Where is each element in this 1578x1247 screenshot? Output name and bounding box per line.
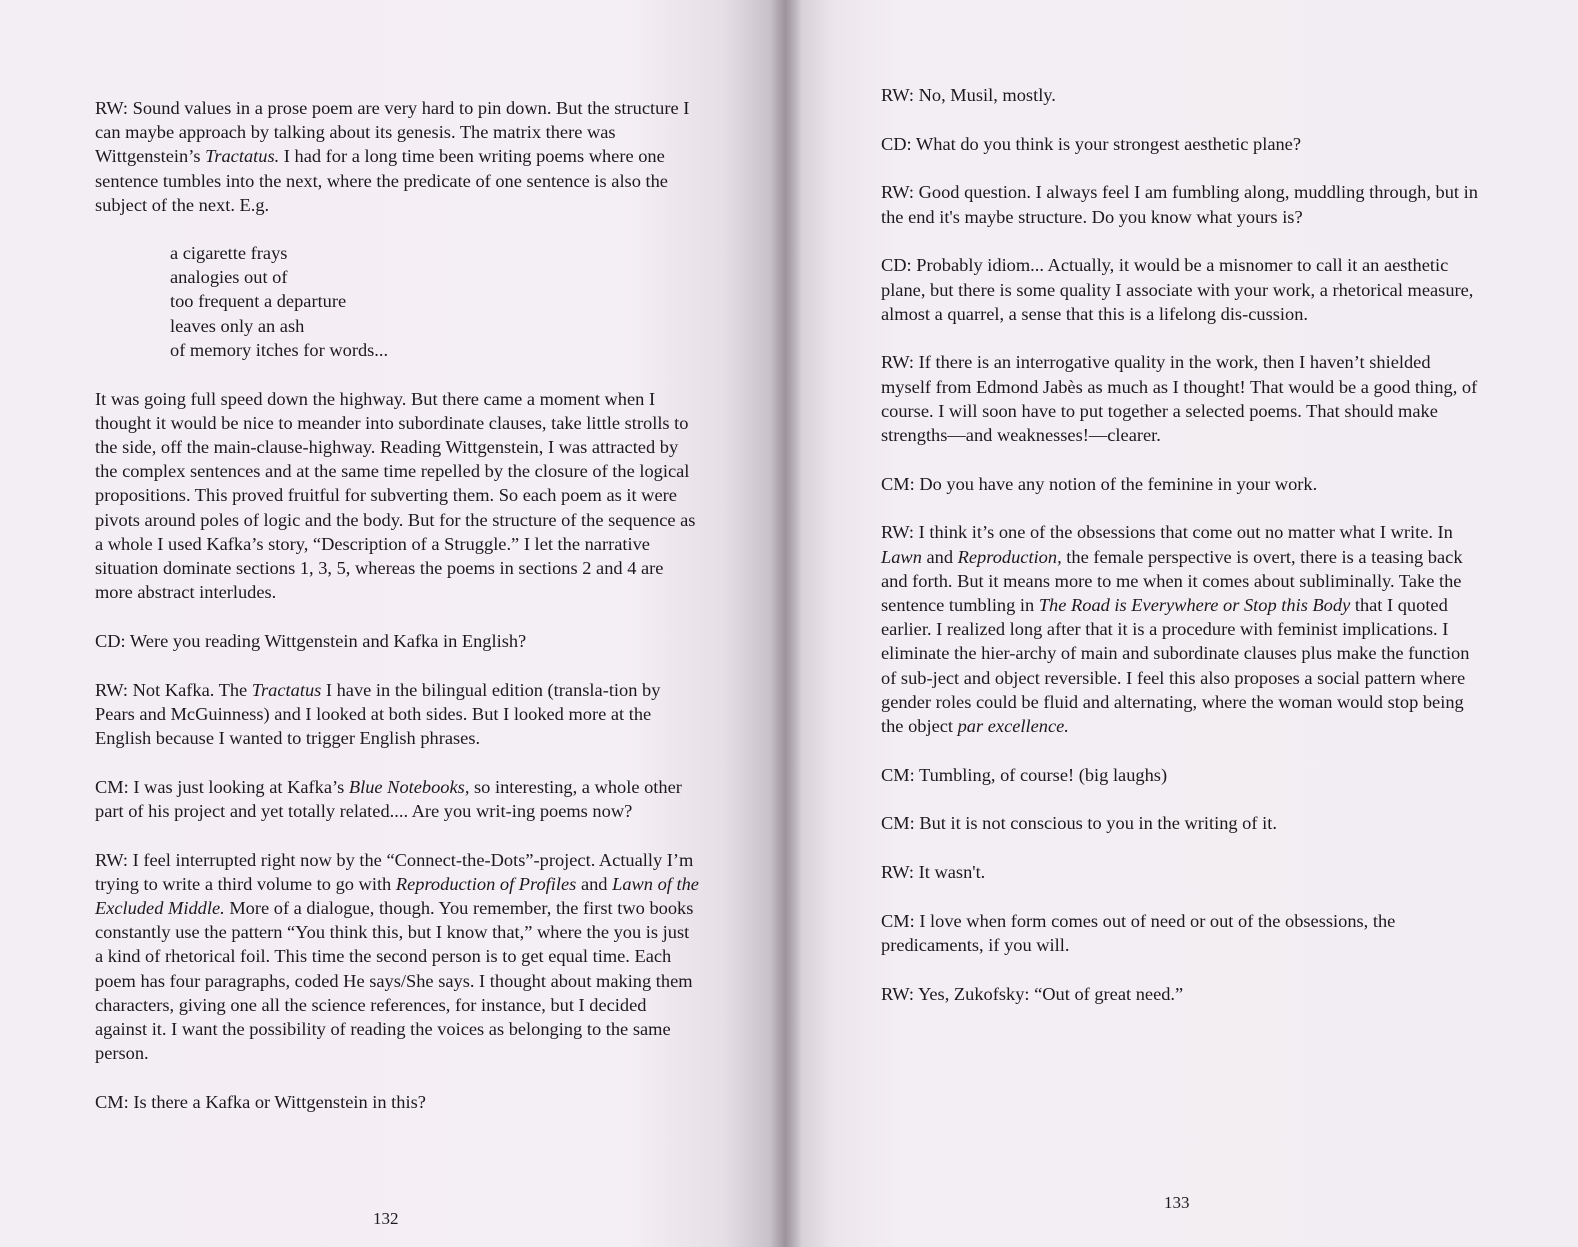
poem-line: too frequent a departure — [170, 291, 347, 312]
book-title: Reproduction of Profiles — [395, 873, 577, 894]
paragraph-cm-not-conscious: CM: But it is not conscious to you in the writing of it. — [881, 813, 1277, 834]
paragraph-rw-not-kafka — [95, 678, 701, 751]
left-page-text — [95, 96, 701, 1114]
paragraph-cd-aesthetic-plane: CD: What do you think is your strongest aesthetic plane? — [881, 133, 1302, 154]
text-run: RW: I think it’s one of the obsessions that come out no matter what I write. In — [881, 522, 1453, 543]
text-run: RW: I feel interrupted right now by the “Connect-the-Dots”-project. Actually I’m trying to write a third volume to go with — [95, 849, 694, 894]
paragraph-rw-it-wasnt: RW: It wasn't. — [881, 862, 986, 883]
paragraph-cm-tumbling: CM: Tumbling, of course! (big laughs) — [881, 764, 1168, 785]
paragraph-rw-musil: RW: No, Musil, mostly. — [881, 85, 1056, 105]
text-run: I had for a long time been writing poems where one sentence tumbles into the next, where the predicate of one sentence is also the subject of the next. E.g. — [95, 146, 668, 215]
paragraph-rw-zukofsky: RW: Yes, Zukofsky: “Out of great need.” — [881, 983, 1184, 1004]
text-run: the female perspective is overt, there is a teasing back and forth. But it means more to me when it comes about subliminally. Take the sentence tumbling in — [881, 546, 1463, 616]
text-run: I have in the bilingual edition (transla-tion by Pears and McGuinness) and I looked at both sides. But I looked more at the English because I wanted to trigger English phrases. — [95, 679, 661, 748]
text-run: CM: I was just looking at Kafka’s — [95, 776, 349, 797]
poem-line: leaves only an ash — [170, 315, 305, 336]
right-page — [786, 0, 1578, 1247]
paragraph-cm-kafka-question: CM: Is there a Kafka or Wittgenstein in this? — [95, 1091, 426, 1112]
right-page-text — [881, 83, 1481, 1006]
paragraph-rw-connect-the-dots — [95, 848, 701, 1066]
book-title: Blue Notebooks, — [348, 776, 470, 797]
book-title: Tractatus. — [205, 146, 280, 167]
text-run: and — [576, 873, 613, 894]
text-run: that I quoted earlier. I realized long after that it is a procedure with feminist implications. I eliminate the hier-archy of main and subordinate clauses plus make the function of sub-ject and object reversible. I feel this also proposes a social pattern where gender roles could be fluid and alternating, where the woman would stop being the object — [881, 595, 1470, 737]
text-run: RW: Not Kafka. The — [95, 679, 252, 700]
paragraph-cm-blue-notebooks — [95, 775, 701, 823]
italic-phrase: par excellence. — [957, 716, 1069, 737]
text-run: RW: Sound values in a prose poem are very hard to pin down. But the structure I can maybe approach by talking about its genesis. The matrix there was Wittgenstein’s — [95, 98, 690, 167]
paragraph-cm-feminine: CM: Do you have any notion of the feminine in your work. — [881, 473, 1318, 494]
book-title: Lawn — [881, 546, 922, 567]
paragraph-cd-idiom: CD: Probably idiom... Actually, it would be a misnomer to call it an aesthetic plane, but there is some quality I associate with your work, a rhetorical measure, almost a quarrel, a sense that this is a lifelong dis-cussion. — [881, 255, 1474, 324]
paragraph-rw-good-question: RW: Good question. I always feel I am fumbling along, muddling through, but in the end it's maybe structure. Do you know what yours is? — [881, 182, 1478, 227]
page-number: 133 — [1164, 1193, 1190, 1212]
paragraph-cd-question: CD: Were you reading Wittgenstein and Kafka in English? — [95, 630, 527, 651]
paragraph-rw-sound-values — [95, 96, 701, 217]
book-title: The Road is Everywhere or Stop this Body — [1038, 595, 1351, 616]
quoted-poem — [170, 241, 701, 362]
poem-line: of memory itches for words... — [170, 339, 389, 360]
text-run: and — [921, 546, 958, 567]
paragraph-cm-form-need: CM: I love when form comes out of need or out of the obsessions, the predicaments, if you will. — [881, 910, 1396, 956]
book-title: Lawn of the Excluded Middle. — [95, 873, 699, 918]
page-number: 132 — [373, 1209, 399, 1228]
paragraph-rw-interrogative: RW: If there is an interrogative quality in the work, then I haven’t shielded myself from Edmond Jabès as much as I thought! That would be a good thing, of course. I will soon have to put together a selected poems. That should make strengths—and weaknesses!—clearer. — [881, 352, 1478, 446]
text-run: so interesting, a whole other part of his project and yet totally related.... Are you writ-ing poems now? — [95, 776, 682, 821]
paragraph-highway: It was going full speed down the highway. But there came a moment when I thought it would be nice to meander into subordinate clauses, take little strolls to the side, off the main-clause-highway. Reading Wittgenstein, I was attracted by the complex sentences and at the same time repelled by the closure of the logical propositions. This proved fruitful for subverting them. So each poem as it were pivots around poles of logic and the body. But for the structure of the sequence as a whole I used Kafka’s story, “Description of a Struggle.” I let the narrative situation dominate sections 1, 3, 5, whereas the poems in sections 2 and 4 are more abstract interludes. — [95, 388, 696, 603]
paragraph-rw-obsessions — [881, 520, 1481, 738]
poem-line: analogies out of — [170, 267, 288, 288]
poem-line: a cigarette frays — [170, 243, 288, 264]
text-run: More of a dialogue, though. You remember, the first two books constantly use the pattern “You think this, but I know that,” where the you is just a kind of rhetorical foil. This time the second person is to get equal time. Each poem has four paragraphs, coded He says/She says. I thought about making them characters, giving one all the science references, for instance, but I decided against it. I want the possibility of reading the voices as belonging to the same person. — [95, 897, 694, 1064]
left-page — [0, 0, 786, 1247]
book-title: Tractatus — [251, 679, 322, 700]
book-title: Reproduction, — [957, 546, 1062, 567]
